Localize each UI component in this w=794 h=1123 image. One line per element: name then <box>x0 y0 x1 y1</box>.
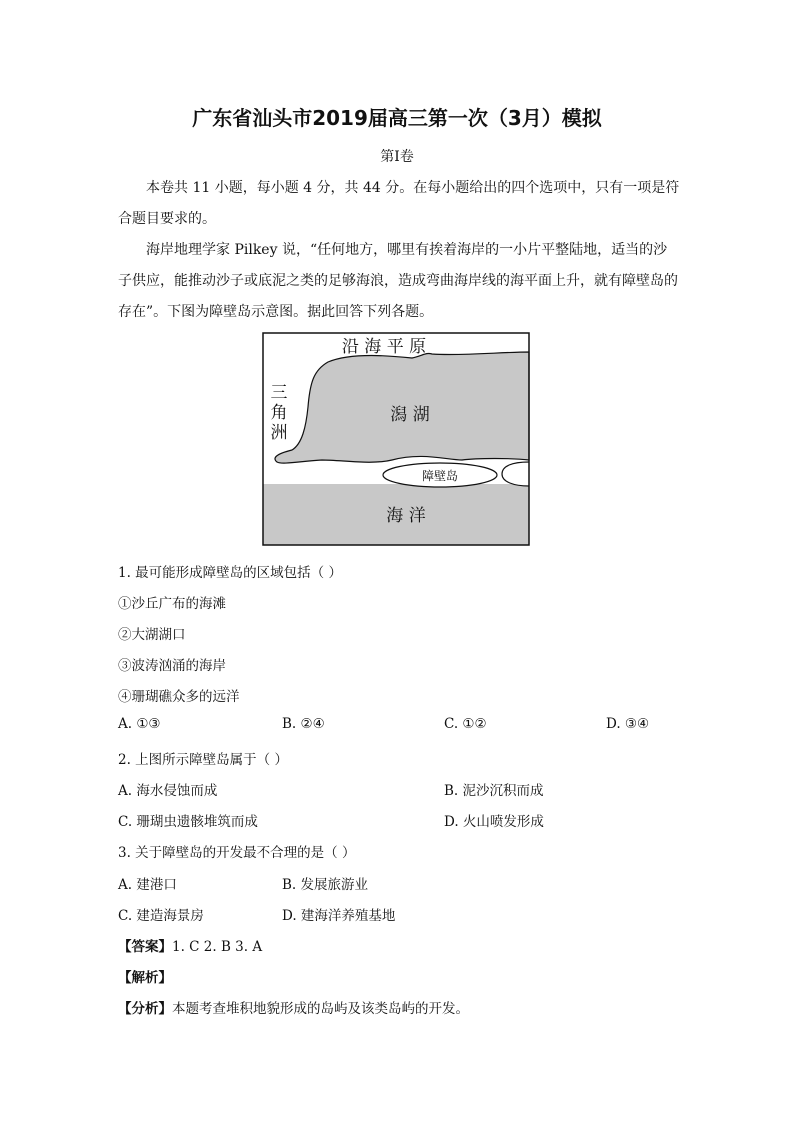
question-3-stem: 3. 关于障壁岛的开发最不合理的是（ ） <box>118 845 356 861</box>
delta-label-2: 角 <box>270 403 288 423</box>
answer-label: 【答案】 <box>118 939 172 955</box>
question-1-option-b: B. ②④ <box>282 716 325 732</box>
question-3-option-d: D. 建海洋养殖基地 <box>282 908 396 924</box>
barrier-island-label: 障壁岛 <box>421 469 459 483</box>
question-1-item: ②大湖湖口 <box>118 627 186 643</box>
question-3-option-a: A. 建港口 <box>118 877 177 893</box>
question-1-item: ①沙丘广布的海滩 <box>118 596 226 612</box>
answer-line <box>118 935 262 955</box>
barrier-island-diagram <box>262 332 530 546</box>
question-1-stem: 1. 最可能形成障壁岛的区域包括（ ） <box>118 565 342 581</box>
question-1-option-d: D. ③④ <box>606 716 650 732</box>
passage-paragraph: 海岸地理学家 Pilkey 说，“任何地方，哪里有挨着海岸的一小片平整陆地，适当的沙子供应，能推动沙子或底泥之类的足够海浪，造成弯曲海岸线的海平面上升，就有障壁岛的存在”。下图为障壁岛示意图。据此回答下列各题。 <box>118 242 678 320</box>
question-1-option-c: C. ①② <box>444 716 487 732</box>
question-2-option-a: A. 海水侵蚀而成 <box>118 783 218 799</box>
analysis-text: 本题考查堆积地貌形成的岛屿及该类岛屿的开发。 <box>172 1001 469 1017</box>
second-island-shape <box>502 462 529 486</box>
analysis-line <box>118 997 469 1017</box>
coastal-plain-label: 沿 海 平 原 <box>341 337 427 357</box>
intro-paragraph: 本卷共 11 小题，每小题 4 分，共 44 分。在每小题给出的四个选项中，只有一项是符合题目要求的。 <box>118 180 680 227</box>
question-1-option-a: A. ①③ <box>118 716 161 732</box>
question-3-option-b: B. 发展旅游业 <box>282 877 369 893</box>
delta-label-3: 洲 <box>270 423 288 443</box>
question-2-stem: 2. 上图所示障壁岛属于（ ） <box>118 752 288 768</box>
analysis-heading: 【解析】 <box>118 970 172 986</box>
delta-label-1: 三 <box>270 383 288 403</box>
lagoon-label: 潟 湖 <box>390 405 430 425</box>
question-2-option-b: B. 泥沙沉积而成 <box>444 783 544 799</box>
page-title: 广东省汕头市2019届高三第一次（3月）模拟 <box>192 106 602 130</box>
diagram-svg <box>262 332 530 546</box>
answer-text: 1. C 2. B 3. A <box>172 939 263 955</box>
section-subtitle: 第Ⅰ卷 <box>380 149 414 165</box>
question-1-item: ③波涛汹涌的海岸 <box>118 658 226 674</box>
analysis-label: 【分析】 <box>118 1001 172 1017</box>
question-2-option-d: D. 火山喷发形成 <box>444 814 544 830</box>
question-1-item: ④珊瑚礁众多的远洋 <box>118 689 240 705</box>
question-3-option-c: C. 建造海景房 <box>118 908 204 924</box>
question-2-option-c: C. 珊瑚虫遗骸堆筑而成 <box>118 814 258 830</box>
ocean-label: 海 洋 <box>386 506 426 526</box>
